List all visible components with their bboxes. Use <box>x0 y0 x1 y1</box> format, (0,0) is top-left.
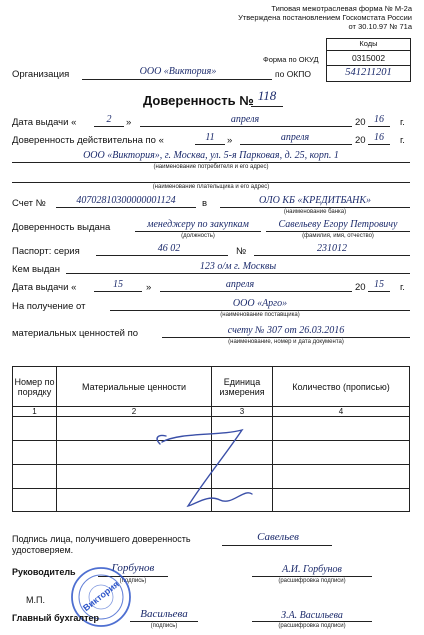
recipient-signature: Савельев <box>257 531 299 543</box>
valid-year-suffix: г. <box>400 135 405 146</box>
passport-label: Паспорт: серия <box>12 246 80 257</box>
okud-label: Форма по ОКУД <box>263 55 319 64</box>
codes-divider <box>326 65 411 66</box>
passport-date-quote-close: » <box>146 282 152 293</box>
issued-by-line <box>66 273 410 274</box>
z-strikethrough-mark <box>140 424 265 526</box>
form-approval-line: Утверждена постановлением Госкомстата России <box>238 13 412 22</box>
valid-month-line <box>240 144 352 145</box>
organization-value: ООО «Виктория» <box>139 66 217 77</box>
issue-day-line <box>94 126 124 127</box>
valid-year: 16 <box>374 132 384 143</box>
bank-caption: (наименование банка) <box>283 209 347 215</box>
accountant-name-line <box>252 621 372 622</box>
passport-number-label: № <box>236 246 247 257</box>
payer-line <box>12 182 410 183</box>
goods-document: счету № 307 от 26.03.2016 <box>227 325 345 336</box>
issued-to-position-caption: (должность) <box>181 233 215 239</box>
passport-date-label: Дата выдачи « <box>12 282 77 293</box>
accountant-signature: Васильева <box>140 608 188 620</box>
valid-year-line <box>368 144 390 145</box>
valid-quote-close: » <box>227 135 233 146</box>
okpo-label: по ОКПО <box>275 69 311 79</box>
issue-date-label: Дата выдачи « <box>12 117 77 128</box>
column-number-2: 2 <box>57 407 212 417</box>
issued-to-position: менеджеру по закупкам <box>147 219 249 230</box>
column-number-4: 4 <box>273 407 410 417</box>
consumer-line <box>12 162 410 163</box>
passport-date-year-suffix: г. <box>400 282 405 293</box>
bank-line <box>220 207 410 208</box>
column-number-3: 3 <box>212 407 273 417</box>
accountant-label: Главный бухгалтер <box>12 613 100 623</box>
column-header-number: Номер по порядку <box>13 367 57 407</box>
organization-label: Организация <box>12 69 70 80</box>
supplier-line <box>110 310 410 311</box>
bank-name: ОЛО КБ «КРЕДИТБАНК» <box>258 195 372 206</box>
document-number: 118 <box>257 88 277 103</box>
valid-day-line <box>195 144 225 145</box>
goods-line <box>162 337 410 338</box>
okpo-value: 541211201 <box>345 67 392 78</box>
director-name-caption: (расшифровка подписи) <box>278 578 346 584</box>
issue-month: апреля <box>230 114 260 125</box>
passport-number: 231012 <box>317 243 347 254</box>
issue-day: 2 <box>106 114 112 125</box>
column-header-goods: Материальные ценности <box>57 367 212 407</box>
document-title: Доверенность № <box>143 93 254 108</box>
passport-date-day: 15 <box>113 279 123 290</box>
passport-date-year-prefix: 20 <box>355 282 366 293</box>
account-number-line <box>56 207 196 208</box>
consumer-value: ООО «Виктория», г. Москва, ул. 5-я Парковая, д. 25, корп. 1 <box>83 150 339 161</box>
director-name: А.И. Горбунов <box>282 564 342 575</box>
issued-to-name-line <box>266 231 410 232</box>
goods-label: материальных ценностей по <box>12 328 139 339</box>
issue-year-line <box>368 126 390 127</box>
passport-date-year-line <box>368 291 390 292</box>
form-date-line: от 30.10.97 № 71а <box>348 22 412 31</box>
account-number: 40702810300000001124 <box>76 195 176 206</box>
passport-date-year: 15 <box>374 279 384 290</box>
supplier-caption: (наименование поставщика) <box>220 312 300 318</box>
payer-caption: (наименование плательщика и его адрес) <box>152 184 270 190</box>
supplier-name: ООО «Арго» <box>232 298 288 309</box>
codes-title: Коды <box>326 38 411 51</box>
account-label: Счет № <box>12 198 46 209</box>
issued-by-label: Кем выдан <box>12 264 60 275</box>
issued-to-position-line <box>135 231 261 232</box>
passport-series-line <box>96 255 228 256</box>
issue-year-prefix: 20 <box>355 117 366 128</box>
column-header-unit: Единица измерения <box>212 367 273 407</box>
accountant-name-caption: (расшифровка подписи) <box>278 623 346 629</box>
receive-label: На получение от <box>12 301 86 312</box>
document-number-line <box>251 106 283 107</box>
goods-caption: (наименование, номер и дата документа) <box>228 339 344 345</box>
accountant-signature-line <box>130 621 198 622</box>
valid-month: апреля <box>280 132 310 143</box>
valid-day: 11 <box>205 132 215 143</box>
column-number-1: 1 <box>13 407 57 417</box>
issue-quote-close: » <box>126 117 132 128</box>
seal-text: Виктория <box>81 578 121 614</box>
account-in: в <box>202 198 208 209</box>
accountant-sign-caption: (подпись) <box>150 623 178 629</box>
director-name-line <box>252 576 372 577</box>
valid-label: Доверенность действительна по « <box>12 135 164 146</box>
column-header-quantity: Количество (прописью) <box>273 367 410 407</box>
issued-to-name: Савельеву Егору Петровичу <box>278 219 398 230</box>
passport-number-line <box>254 255 410 256</box>
issued-to-name-caption: (фамилия, имя, отчество) <box>302 233 374 239</box>
form-type-line: Типовая межотраслевая форма № М-2а <box>271 4 412 13</box>
issue-year: 16 <box>374 114 384 125</box>
okud-value: 0315002 <box>351 53 386 63</box>
passport-series: 46 02 <box>157 243 181 254</box>
recipient-signature-line <box>222 545 332 546</box>
valid-year-prefix: 20 <box>355 135 366 146</box>
passport-date-month: апреля <box>225 279 255 290</box>
director-label: Руководитель <box>12 567 76 577</box>
director-signature: Горбунов <box>111 562 155 574</box>
consumer-caption: (наименование потребителя и его адрес) <box>153 164 269 170</box>
issue-year-suffix: г. <box>400 117 405 128</box>
passport-date-month-line <box>160 291 352 292</box>
signature-label: Подпись лица, получившего доверенность <box>12 534 191 544</box>
issued-by-value: 123 о/м г. Москвы <box>199 261 277 272</box>
organization-line <box>82 79 272 80</box>
passport-date-day-line <box>94 291 142 292</box>
stamp-place-label: М.П. <box>26 595 45 605</box>
accountant-name: З.А. Васильева <box>281 610 343 621</box>
issued-to-label: Доверенность выдана <box>12 222 111 233</box>
issue-month-line <box>140 126 352 127</box>
director-sign-caption: (подпись) <box>119 578 147 584</box>
signature-label-cont: удостоверяем. <box>12 545 74 555</box>
